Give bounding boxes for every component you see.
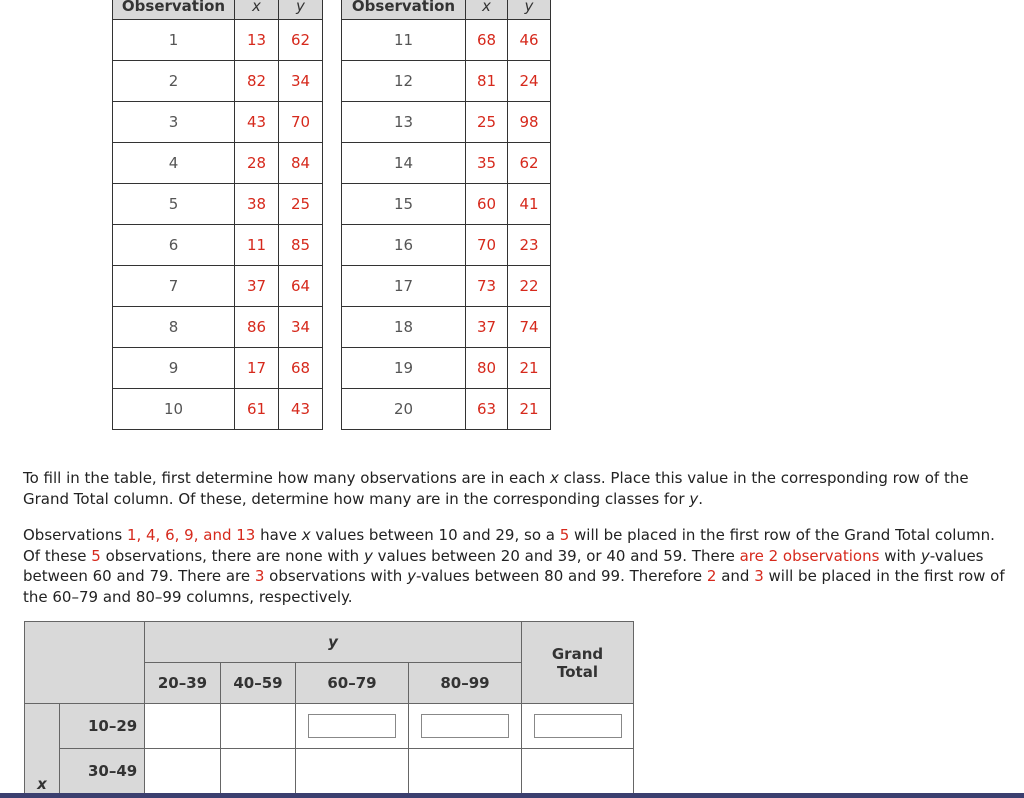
observation-header: Observation (113, 0, 235, 20)
text-span: values between 10 and 29, so a (310, 526, 560, 544)
observation-header: Observation (342, 0, 466, 20)
observation-number: 19 (342, 348, 466, 389)
y-value: 74 (508, 307, 551, 348)
highlighted-count: 5 (559, 526, 570, 544)
table-cell (522, 749, 634, 794)
x-axis-label: x (37, 775, 47, 793)
text-span: Observations (23, 526, 127, 544)
instructions-paragraph (23, 468, 1008, 509)
x-header: x (466, 0, 508, 20)
x-value: 81 (466, 61, 508, 102)
y-value: 21 (508, 348, 551, 389)
x-value: 37 (466, 307, 508, 348)
y-value: 84 (279, 143, 323, 184)
y-header: y (508, 0, 551, 20)
observation-number: 13 (342, 102, 466, 143)
table-row (342, 143, 551, 184)
highlighted-count: 3 (254, 567, 265, 585)
x-value: 63 (466, 389, 508, 430)
table-cell (522, 704, 634, 749)
x-value: 11 (235, 225, 279, 266)
y-value: 62 (279, 20, 323, 61)
table-row (113, 389, 323, 430)
table-cell (221, 704, 296, 749)
text-span: . (698, 489, 703, 508)
column-header: 80–99 (409, 663, 522, 704)
text-span: with (879, 546, 921, 565)
x-value: 37 (235, 266, 279, 307)
y-value: 64 (279, 266, 323, 307)
table-row (113, 225, 323, 266)
table-cell (145, 749, 221, 794)
grand-total-header (522, 622, 634, 704)
text-span: observations, there are none with (100, 546, 364, 565)
highlighted-count: 2 (706, 567, 717, 585)
observation-number: 14 (342, 143, 466, 184)
table-row (113, 102, 323, 143)
y-value: 41 (508, 184, 551, 225)
x-value: 82 (235, 61, 279, 102)
x-value: 60 (466, 184, 508, 225)
y-variable: y (689, 489, 699, 508)
text-span: -values between 60 and 79. There are (23, 546, 984, 585)
table-cell (145, 704, 221, 749)
y-value: 68 (279, 348, 323, 389)
y-value: 34 (279, 307, 323, 348)
table-row (342, 225, 551, 266)
table-row (342, 61, 551, 102)
answer-input-grand-total[interactable] (534, 714, 622, 738)
table-cell (221, 749, 296, 794)
grand-total-line2: Total (557, 662, 598, 681)
table-row (342, 184, 551, 225)
x-value: 35 (466, 143, 508, 184)
table-row (342, 389, 551, 430)
observation-number: 3 (113, 102, 235, 143)
y-value: 70 (279, 102, 323, 143)
text-span: -values between 80 and 99. Therefore (415, 567, 707, 585)
observation-table-right (341, 0, 551, 430)
row-header: 30–49 (60, 749, 145, 794)
x-value: 86 (235, 307, 279, 348)
y-header: y (279, 0, 323, 20)
observation-number: 9 (113, 348, 235, 389)
table-row (113, 143, 323, 184)
observation-number: 20 (342, 389, 466, 430)
x-value: 38 (235, 184, 279, 225)
highlighted-count: 3 (754, 567, 764, 585)
x-value: 25 (466, 102, 508, 143)
x-value: 17 (235, 348, 279, 389)
observation-number: 10 (113, 389, 235, 430)
observation-number: 7 (113, 266, 235, 307)
observation-number: 16 (342, 225, 466, 266)
table-row (113, 184, 323, 225)
table-row (113, 20, 323, 61)
y-value: 43 (279, 389, 323, 430)
highlighted-observations: 1, 4, 6, 9, and 13 (126, 526, 256, 544)
grand-total-line1: Grand (551, 644, 604, 663)
x-value: 80 (466, 348, 508, 389)
text-span: values between 20 and 39, or 40 and 59. There (372, 546, 740, 565)
x-value: 43 (235, 102, 279, 143)
table-row (113, 61, 323, 102)
text-span: have (255, 526, 302, 544)
table-row (342, 102, 551, 143)
x-header: x (235, 0, 279, 20)
y-value: 23 (508, 225, 551, 266)
table-row (342, 348, 551, 389)
observation-number: 1 (113, 20, 235, 61)
observation-number: 2 (113, 61, 235, 102)
frequency-table (24, 621, 634, 794)
y-value: 22 (508, 266, 551, 307)
column-header: 40–59 (221, 663, 296, 704)
observation-number: 12 (342, 61, 466, 102)
y-value: 46 (508, 20, 551, 61)
table-cell (296, 704, 409, 749)
bottom-divider (0, 793, 1024, 798)
table-row (342, 20, 551, 61)
table-row (113, 266, 323, 307)
y-value: 34 (279, 61, 323, 102)
x-variable: x (549, 469, 559, 487)
row-header: 10–29 (60, 704, 145, 749)
text-span: will be placed in the first row of the Grand Total column. Of these (23, 526, 995, 565)
table-cell (409, 704, 522, 749)
text-span: class. Place this value in the corresponding row of the Grand Total column. Of these, determine how many are in the corresponding classes for (23, 469, 969, 508)
observation-table-left (112, 0, 323, 430)
observation-number: 11 (342, 20, 466, 61)
observation-number: 6 (113, 225, 235, 266)
x-value: 70 (466, 225, 508, 266)
y-variable: y (363, 546, 373, 565)
text-span: will be placed in the first row of the 60–79 and 80–99 columns, respectively. (23, 567, 1005, 606)
corner-cell (25, 622, 145, 704)
x-variable: x (301, 526, 311, 544)
observation-number: 18 (342, 307, 466, 348)
y-value: 85 (279, 225, 323, 266)
y-value: 24 (508, 61, 551, 102)
table-cell (409, 749, 522, 794)
observation-number: 8 (113, 307, 235, 348)
text-span: observations with (264, 567, 408, 585)
y-variable: y (920, 546, 930, 565)
answer-input-60-79[interactable] (308, 714, 396, 738)
x-value: 73 (466, 266, 508, 307)
table-row (342, 307, 551, 348)
table-cell (296, 749, 409, 794)
x-value: 28 (235, 143, 279, 184)
column-header: 20–39 (145, 663, 221, 704)
highlighted-count: are 2 observations (739, 546, 880, 565)
x-axis-header (25, 704, 60, 794)
table-row (342, 266, 551, 307)
answer-input-80-99[interactable] (421, 714, 509, 738)
y-variable: y (407, 567, 416, 585)
table-row (25, 704, 634, 749)
text-span: To fill in the table, first determine how many observations are in each (23, 469, 550, 487)
y-value: 25 (279, 184, 323, 225)
y-value: 98 (508, 102, 551, 143)
x-value: 61 (235, 389, 279, 430)
y-value: 21 (508, 389, 551, 430)
y-axis-header: y (145, 622, 522, 663)
explanation-paragraph (23, 525, 1008, 607)
observation-number: 4 (113, 143, 235, 184)
text-span: and (716, 567, 755, 585)
x-value: 68 (466, 20, 508, 61)
column-header: 60–79 (296, 663, 409, 704)
table-row (25, 749, 634, 794)
x-value: 13 (235, 20, 279, 61)
y-value: 62 (508, 143, 551, 184)
highlighted-count: 5 (91, 546, 101, 565)
table-row (113, 307, 323, 348)
observation-number: 15 (342, 184, 466, 225)
table-row (113, 348, 323, 389)
observation-number: 5 (113, 184, 235, 225)
observation-number: 17 (342, 266, 466, 307)
